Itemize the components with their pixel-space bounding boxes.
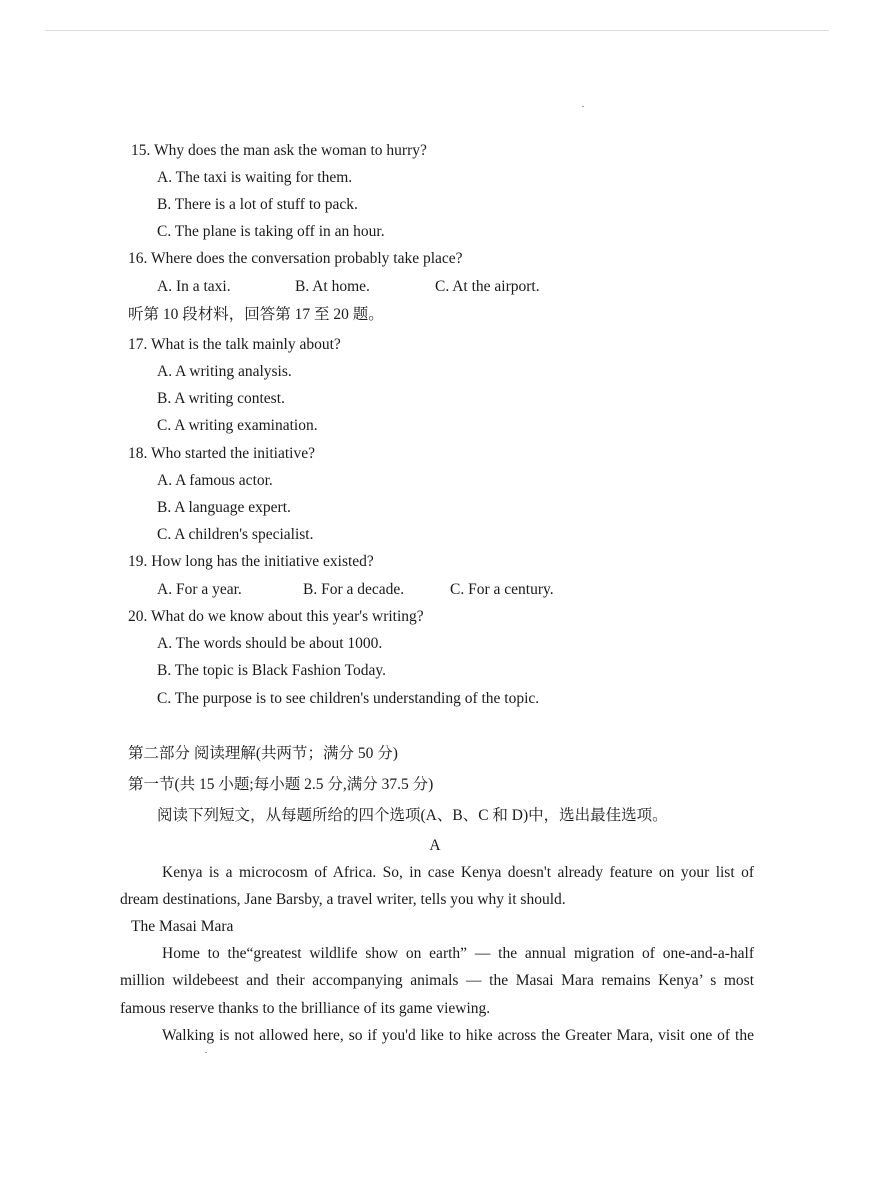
passage-subheading: The Masai Mara bbox=[131, 918, 234, 935]
passage-p1-line1: Kenya is a microcosm of Africa. So, in case Kenya doesn't already feature on your list of bbox=[162, 864, 754, 881]
scan-speck bbox=[582, 106, 584, 107]
section-one-title: 第一节(共 15 小题;每小题 2.5 分,满分 37.5 分) bbox=[128, 776, 434, 793]
option-15-c: C. The plane is taking off in an hour. bbox=[157, 223, 385, 240]
header-rule bbox=[45, 30, 829, 31]
option-16-c: C. At the airport. bbox=[435, 278, 540, 295]
question-19: 19. How long has the initiative existed? bbox=[128, 553, 374, 570]
passage-p2-line3: famous reserve thanks to the brilliance of its game viewing. bbox=[120, 1000, 491, 1017]
passage-p2-line1: Home to the“greatest wildlife show on earth” — the annual migration of one-and-a-half bbox=[162, 945, 754, 962]
option-17-a: A. A writing analysis. bbox=[157, 363, 292, 380]
question-16: 16. Where does the conversation probably take place? bbox=[128, 250, 463, 267]
option-17-b: B. A writing contest. bbox=[157, 390, 285, 407]
option-16-a: A. In a taxi. bbox=[157, 278, 231, 295]
option-19-b: B. For a decade. bbox=[303, 581, 405, 598]
section-10-instruction: 听第 10 段材料，回答第 17 至 20 题。 bbox=[128, 306, 384, 323]
option-16-b: B. At home. bbox=[295, 278, 370, 295]
option-19-c: C. For a century. bbox=[450, 581, 554, 598]
passage-letter: A bbox=[429, 837, 441, 854]
option-17-c: C. A writing examination. bbox=[157, 417, 318, 434]
option-18-a: A. A famous actor. bbox=[157, 472, 273, 489]
option-18-b: B. A language expert. bbox=[157, 499, 291, 516]
option-18-c: C. A children's specialist. bbox=[157, 526, 314, 543]
scan-speck bbox=[205, 1052, 207, 1053]
question-18: 18. Who started the initiative? bbox=[128, 445, 315, 462]
option-20-a: A. The words should be about 1000. bbox=[157, 635, 383, 652]
passage-p3-line1: Walking is not allowed here, so if you'd like to hike across the Greater Mara, visit one of the bbox=[162, 1027, 754, 1044]
passage-p2-line2: million wildebeest and their accompanying animals — the Masai Mara remains Kenya’ s most bbox=[120, 972, 754, 989]
reading-instruction: 阅读下列短文，从每题所给的四个选项(A、B、C 和 D)中，选出最佳选项。 bbox=[157, 807, 668, 824]
option-15-a: A. The taxi is waiting for them. bbox=[157, 169, 353, 186]
part-two-title: 第二部分 阅读理解(共两节；满分 50 分) bbox=[128, 745, 398, 762]
option-20-b: B. The topic is Black Fashion Today. bbox=[157, 662, 386, 679]
question-15: 15. Why does the man ask the woman to hurry? bbox=[131, 142, 427, 159]
option-19-a: A. For a year. bbox=[157, 581, 242, 598]
question-20: 20. What do we know about this year's writing? bbox=[128, 608, 424, 625]
passage-p1-line2: dream destinations, Jane Barsby, a travel writer, tells you why it should. bbox=[120, 891, 566, 908]
option-20-c: C. The purpose is to see children's understanding of the topic. bbox=[157, 690, 540, 707]
option-15-b: B. There is a lot of stuff to pack. bbox=[157, 196, 358, 213]
question-17: 17. What is the talk mainly about? bbox=[128, 336, 341, 353]
